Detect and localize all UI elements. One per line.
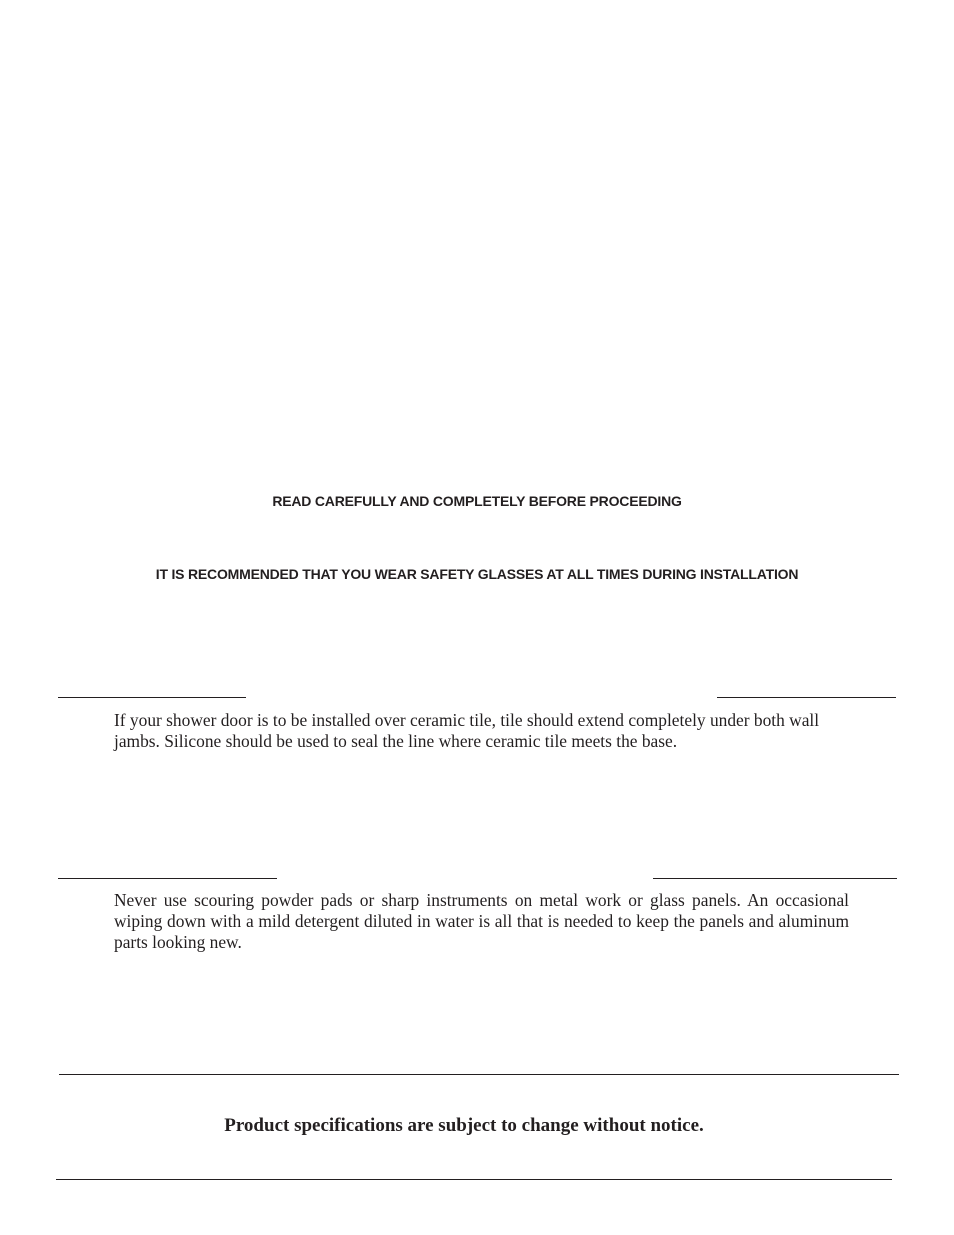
section-rule-right xyxy=(717,697,896,698)
read-carefully-heading: READ CAREFULLY AND COMPLETELY BEFORE PROCEEDING xyxy=(272,493,682,509)
safety-glasses-heading: IT IS RECOMMENDED THAT YOU WEAR SAFETY GLASSES AT ALL TIMES DURING INSTALLATION xyxy=(155,566,799,582)
footer-rule-top xyxy=(59,1074,899,1075)
footer-rule-bottom xyxy=(56,1179,892,1180)
section-rule-right xyxy=(653,878,897,879)
ceramic-tile-paragraph: If your shower door is to be installed over ceramic tile, tile should extend completely under both wall jambs. Silicone should be used to seal the line where ceramic tile meets the base. xyxy=(114,710,820,751)
section-rule-left xyxy=(58,697,246,698)
section-rule-left xyxy=(58,878,277,879)
specifications-notice: Product specifications are subject to change without notice. xyxy=(224,1115,704,1136)
care-paragraph: Never use scouring powder pads or sharp instruments on metal work or glass panels. An occasional wiping down with a mild detergent diluted in water is all that is needed to keep the panels and aluminum parts looking new. xyxy=(114,890,849,952)
